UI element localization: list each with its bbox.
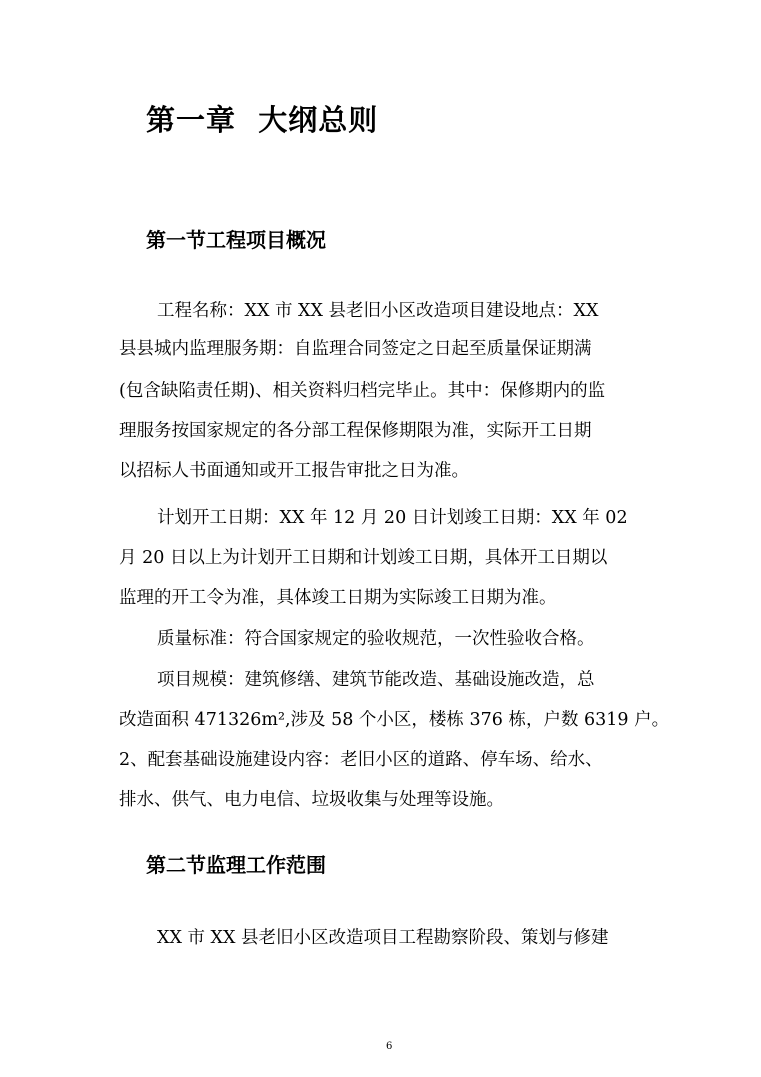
section-title-project-overview: 第一节工程项目概况	[146, 228, 326, 252]
paragraph-line: 2、配套基础设施建设内容：老旧小区的道路、停车场、给水、	[119, 750, 603, 770]
paragraph-line: 计划开工日期：XX 年 12 月 20 日计划竣工日期：XX 年 02	[157, 508, 628, 528]
paragraph-line: 工程名称：XX 市 XX 县老旧小区改造项目建设地点：XX	[157, 301, 599, 321]
section-title-supervision-scope: 第二节监理工作范围	[146, 853, 326, 877]
page-number: 6	[386, 1041, 393, 1052]
chapter-title: 第一章 大纲总则	[146, 103, 379, 137]
paragraph-line: 项目规模：建筑修缮、建筑节能改造、基础设施改造，总	[157, 670, 595, 690]
paragraph-line: 排水、供气、电力电信、垃圾收集与处理等设施。	[119, 790, 504, 810]
paragraph-line: 县县城内监理服务期：自监理合同签定之日起至质量保证期满	[119, 339, 592, 359]
paragraph-line: XX 市 XX 县老旧小区改造项目工程勘察阶段、策划与修建	[157, 928, 609, 948]
paragraph-line: 月 20 日以上为计划开工日期和计划竣工日期，具体开工日期以	[119, 548, 608, 568]
paragraph-line: 监理的开工令为准，具体竣工日期为实际竣工日期为准。	[119, 588, 557, 608]
paragraph-line: 理服务按国家规定的各分部工程保修期限为准，实际开工日期	[119, 421, 592, 441]
paragraph-line: 改造面积 471326m²,涉及 58 个小区，楼栋 376 栋，户数 6319 户。	[119, 710, 670, 730]
paragraph-line: (包含缺陷责任期)、相关资料归档完毕止。其中：保修期内的监	[119, 381, 606, 401]
paragraph-line: 质量标准：符合国家规定的验收规范，一次性验收合格。	[157, 629, 595, 649]
paragraph-line: 以招标人书面通知或开工报告审批之日为准。	[119, 461, 469, 481]
